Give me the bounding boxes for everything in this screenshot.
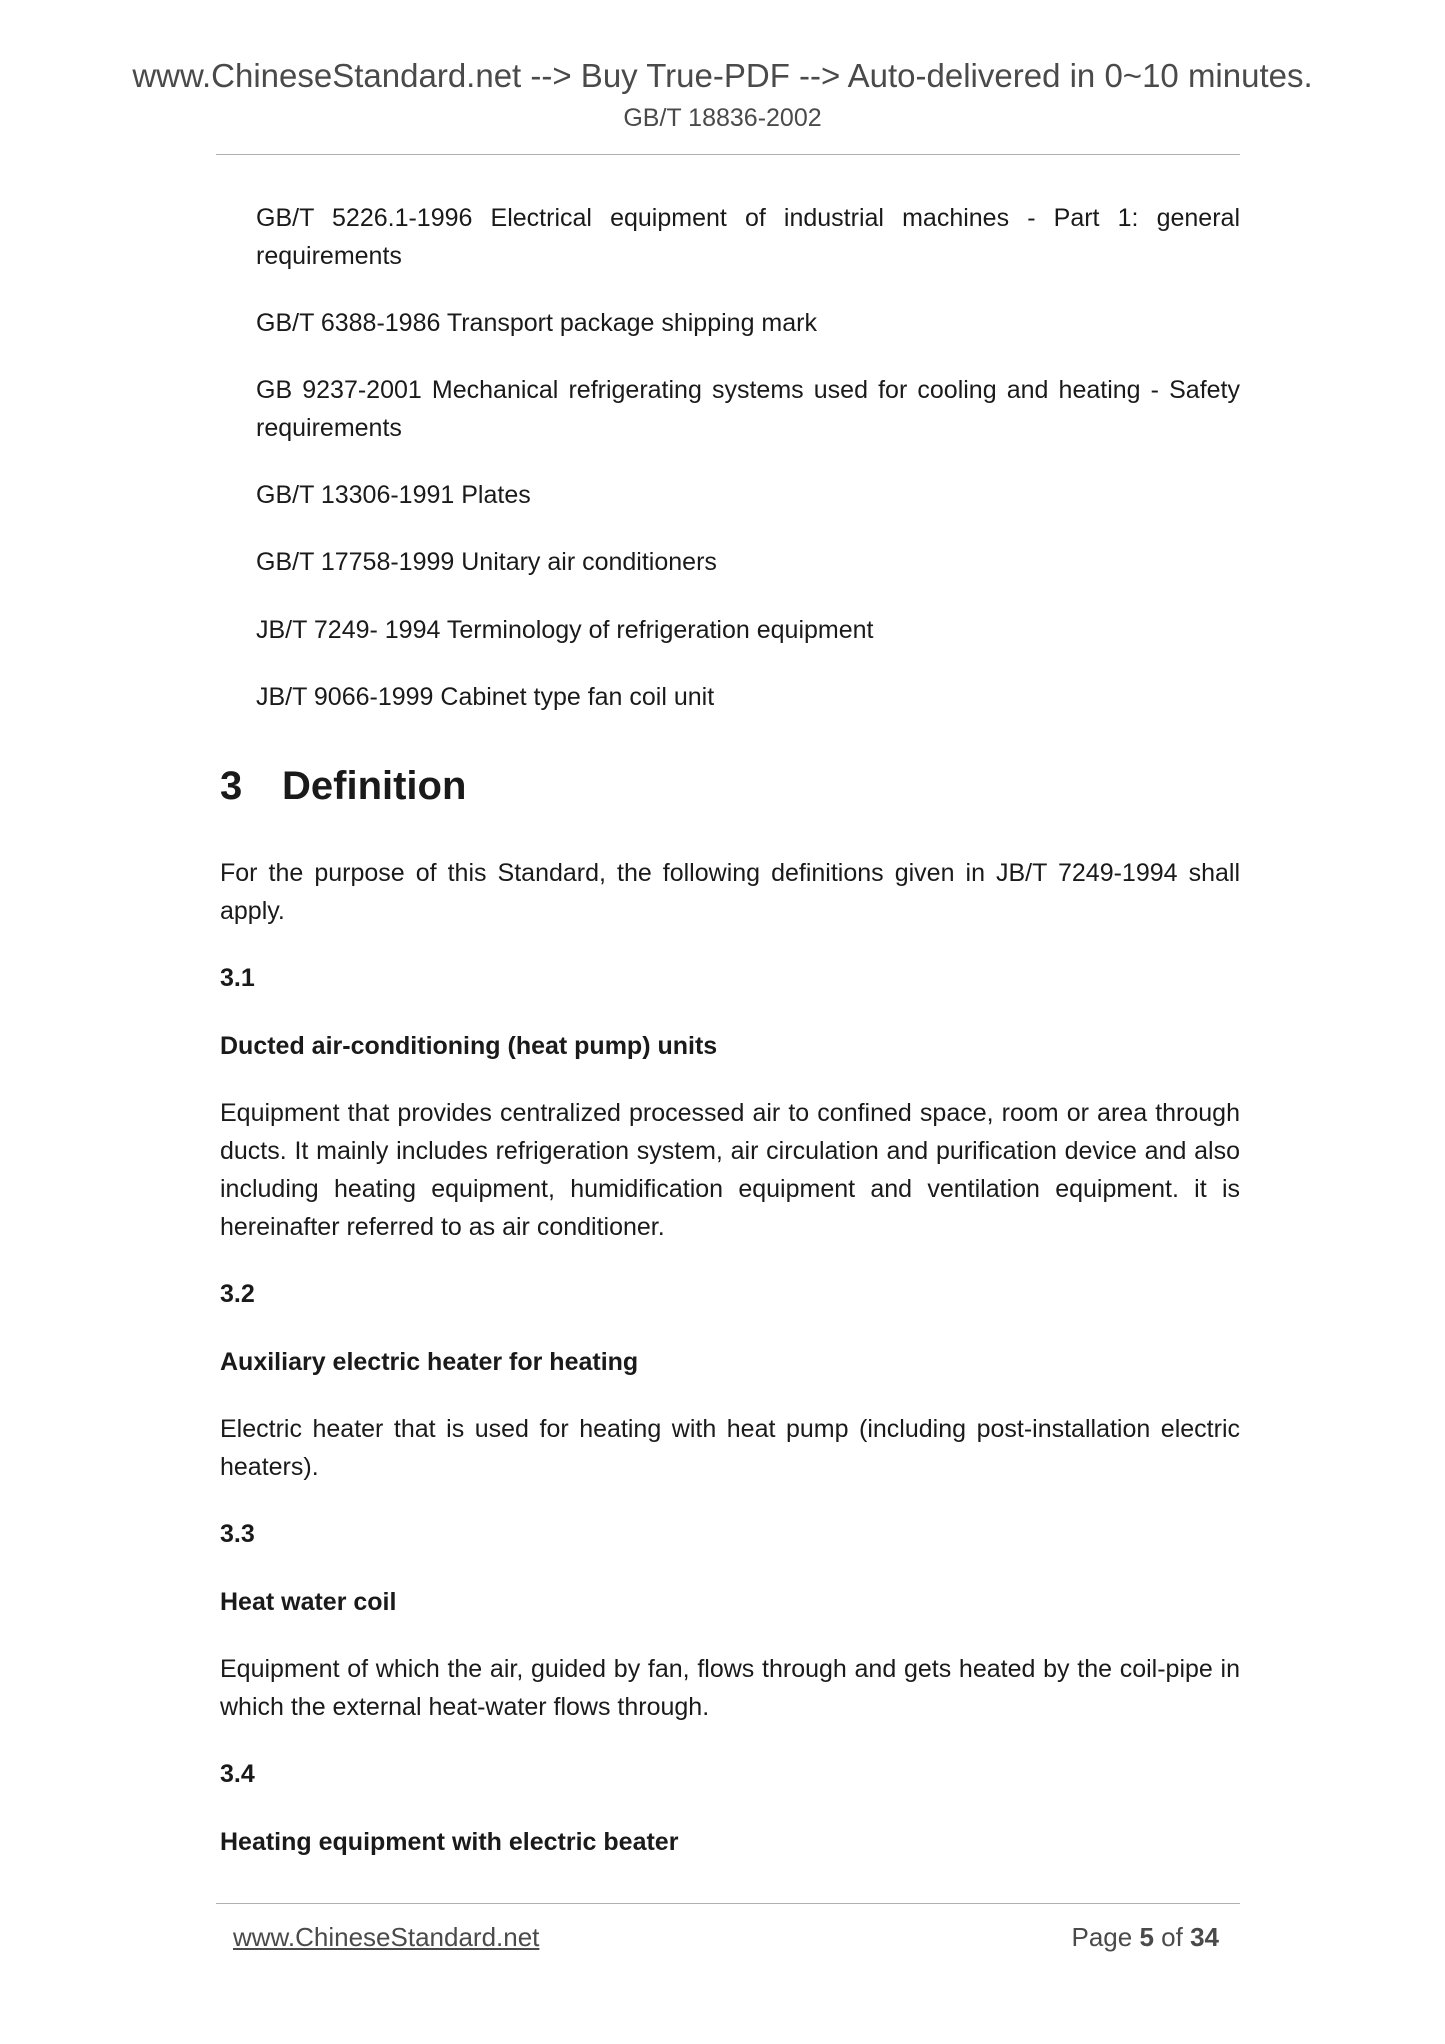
section-number: 3: [220, 764, 243, 808]
reference-item: GB/T 17758-1999 Unitary air conditioners: [256, 548, 717, 576]
definition-text: Equipment of which the air, guided by fan, flows through and gets heated by the coil-pipe in which the external heat-water flows through.: [220, 1655, 1240, 1721]
section-intro: For the purpose of this Standard, the following definitions given in JB/T 7249-1994 shall apply.: [220, 859, 1240, 925]
reference-item: GB/T 6388-1986 Transport package shipping mark: [256, 309, 817, 337]
definition-number: 3.1: [220, 964, 255, 992]
section-heading: [220, 762, 466, 810]
page-current: 5: [1139, 1922, 1154, 1952]
page-total: 34: [1190, 1922, 1219, 1952]
page-of: of: [1161, 1922, 1183, 1952]
footer-site-link[interactable]: www.ChineseStandard.net: [233, 1922, 540, 1952]
definition-text: Electric heater that is used for heating with heat pump (including post-installation electric heaters).: [220, 1415, 1240, 1481]
reference-item: GB/T 5226.1-1996 Electrical equipment of industrial machines - Part 1: general requirements: [256, 204, 1240, 270]
section-title: Definition: [282, 764, 467, 808]
definition-number: 3.4: [220, 1760, 255, 1788]
reference-item: JB/T 9066-1999 Cabinet type fan coil unit: [256, 683, 715, 711]
page-indicator: [1000, 1922, 1219, 1953]
standard-code: GB/T 18836-2002: [623, 104, 822, 132]
definition-number: 3.3: [220, 1520, 255, 1548]
reference-item: GB/T 13306-1991 Plates: [256, 481, 531, 509]
reference-item: JB/T 7249- 1994 Terminology of refrigeration equipment: [256, 616, 874, 644]
footer-divider: [216, 1903, 1240, 1904]
definition-term: Heating equipment with electric beater: [220, 1828, 679, 1856]
page-prefix: Page: [1071, 1922, 1133, 1952]
definition-term: Heat water coil: [220, 1588, 397, 1616]
definition-term: Auxiliary electric heater for heating: [220, 1348, 639, 1376]
header-banner: www.ChineseStandard.net --> Buy True-PDF --> Auto-delivered in 0~10 minutes.: [132, 57, 1313, 94]
definition-term: Ducted air-conditioning (heat pump) units: [220, 1032, 718, 1060]
reference-item: GB 9237-2001 Mechanical refrigerating systems used for cooling and heating - Safety requirements: [256, 376, 1240, 442]
definition-number: 3.2: [220, 1280, 255, 1308]
definition-text: Equipment that provides centralized processed air to confined space, room or area through ducts. It mainly includes refrigeration system, air circulation and purification device and also including heating equipment, humidification equipment and ventilation equipment. it is hereinafter referred to as air conditioner.: [220, 1099, 1240, 1241]
header-divider: [216, 154, 1240, 155]
